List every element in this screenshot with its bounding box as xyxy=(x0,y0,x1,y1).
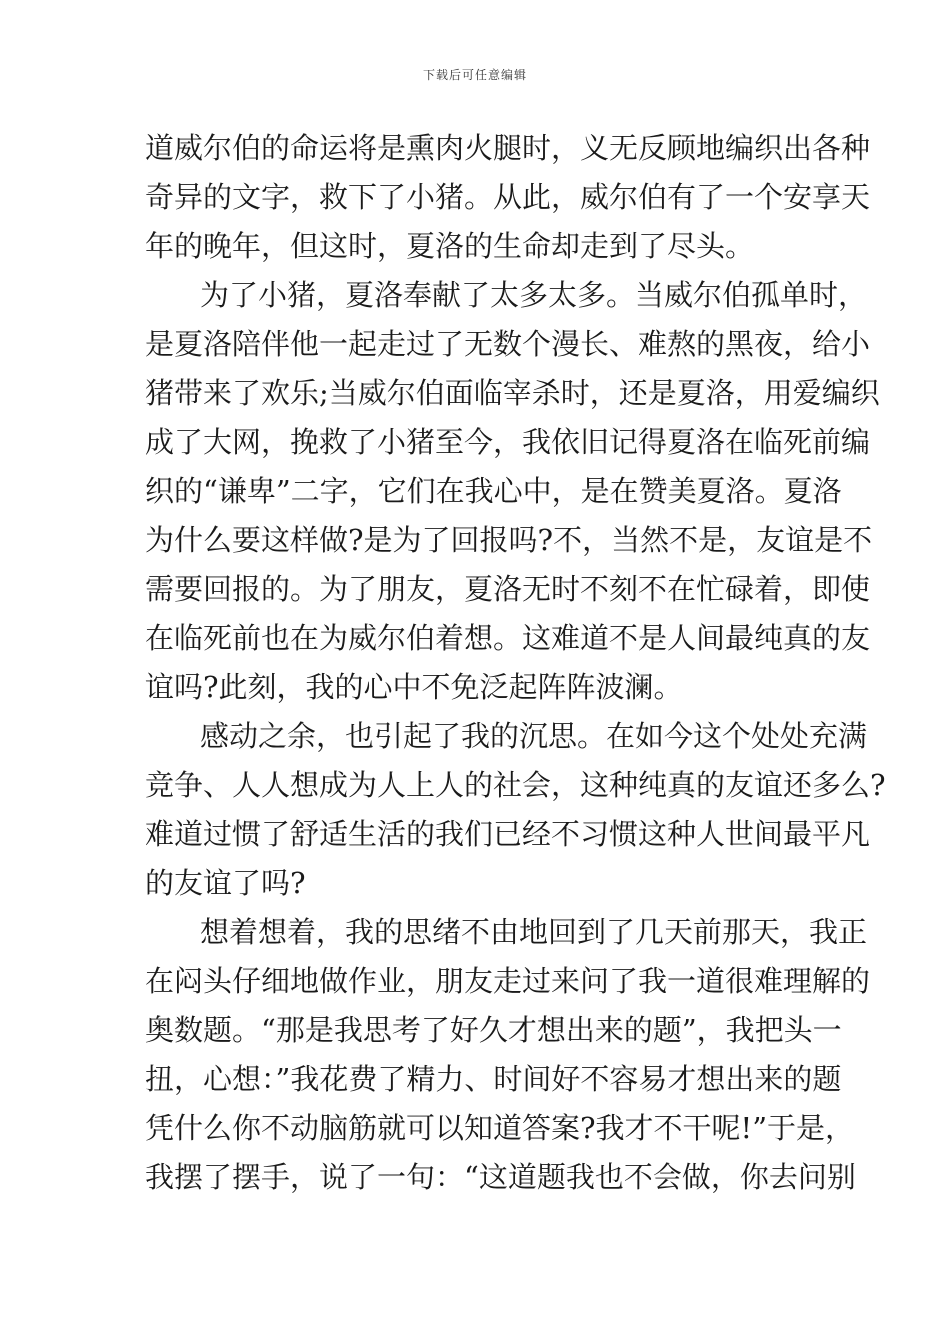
text-line: 竞争、人人想成为人上人的社会，这种纯真的友谊还多么? xyxy=(145,768,886,802)
text-line: 为什么要这样做?是为了回报吗?不，当然不是，友谊是不 xyxy=(145,523,873,557)
paragraph-start-line: 为了小猪，夏洛奉献了太多太多。当威尔伯孤单时， xyxy=(200,278,868,312)
text-line: 的友谊了吗? xyxy=(145,866,306,900)
text-line: 我摆了摆手，说了一句：“这道题我也不会做，你去问别 xyxy=(145,1160,856,1194)
paragraph-start-line: 感动之余，也引起了我的沉思。在如今这个处处充满 xyxy=(200,719,868,753)
header-note: 下载后可任意编辑 xyxy=(422,68,527,82)
text-line: 在闷头仔细地做作业，朋友走过来问了我一道很难理解的 xyxy=(145,964,871,998)
text-line: 扭，心想：”我花费了精力、时间好不容易才想出来的题 xyxy=(145,1062,842,1096)
text-line: 道威尔伯的命运将是熏肉火腿时，义无反顾地编织出各种 xyxy=(145,131,871,165)
text-line: 奥数题。“那是我思考了好久才想出来的题”，我把头一 xyxy=(145,1013,842,1047)
text-line: 织的“谦卑”二字，它们在我心中，是在赞美夏洛。夏洛 xyxy=(145,474,842,508)
text-line: 在临死前也在为威尔伯着想。这难道不是人间最纯真的友 xyxy=(145,621,871,655)
text-line: 成了大网，挽救了小猪至今，我依旧记得夏洛在临死前编 xyxy=(145,425,871,459)
text-line: 凭什么你不动脑筋就可以知道答案?我才不干呢!”于是， xyxy=(145,1111,855,1145)
text-line: 难道过惯了舒适生活的我们已经不习惯这种人世间最平凡 xyxy=(145,817,871,851)
text-line: 是夏洛陪伴他一起走过了无数个漫长、难熬的黑夜，给小 xyxy=(145,327,871,361)
paragraph-start-line: 想着想着，我的思绪不由地回到了几天前那天，我正 xyxy=(200,915,868,949)
text-line: 奇异的文字，救下了小猪。从此，威尔伯有了一个安享天 xyxy=(145,180,871,214)
text-line: 需要回报的。为了朋友，夏洛无时不刻不在忙碌着，即使 xyxy=(145,572,871,606)
document-body xyxy=(145,124,886,1202)
text-line: 猪带来了欢乐;当威尔伯面临宰杀时，还是夏洛，用爱编织 xyxy=(145,376,880,410)
text-line: 谊吗?此刻，我的心中不免泛起阵阵波澜。 xyxy=(145,670,683,704)
text-line: 年的晚年，但这时，夏洛的生命却走到了尽头。 xyxy=(145,229,755,263)
